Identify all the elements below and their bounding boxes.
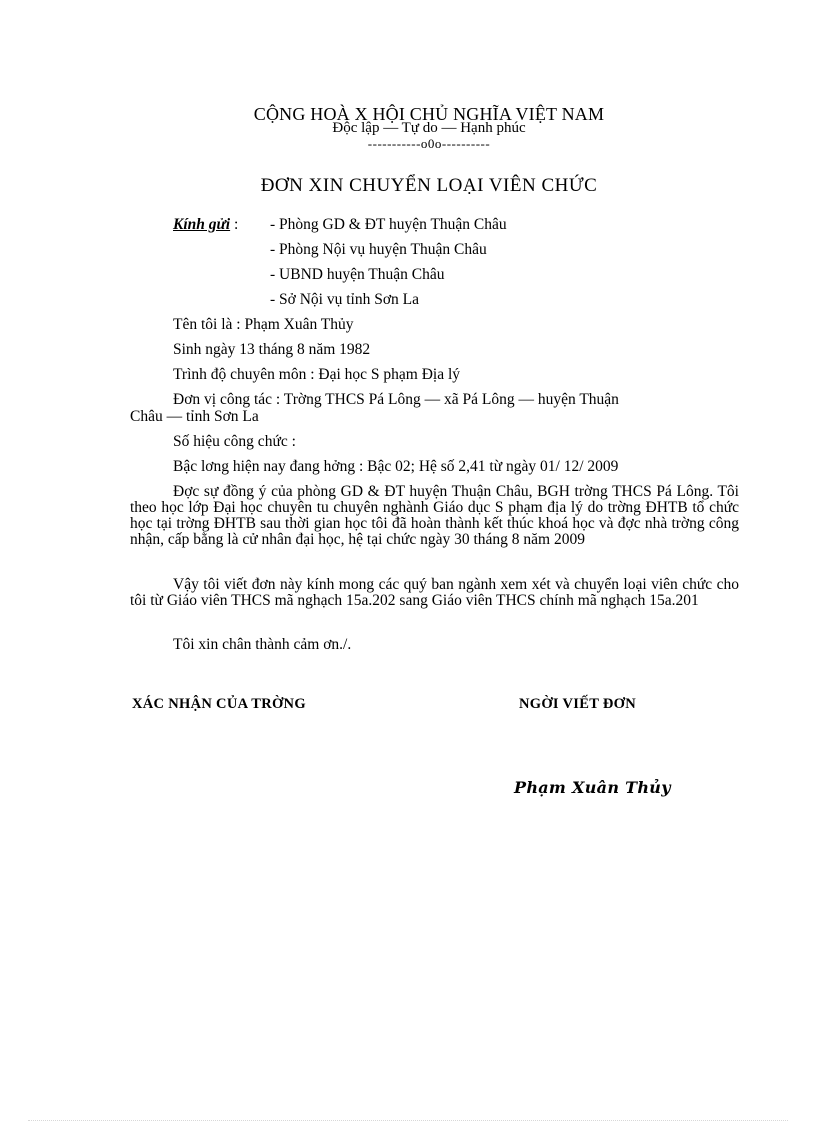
field-civil-id: Số hiệu công chức : <box>173 433 296 450</box>
field-qualification: Trình độ chuyên môn : Đại học S phạm Địa lý <box>173 366 461 383</box>
document-title: ĐƠN XIN CHUYỂN LOẠI VIÊN CHỨC <box>260 175 598 196</box>
national-title: CỘNG HOÀ X HỘI CHỦ NGHĨA VIỆT NAM <box>253 104 605 124</box>
recipient-item: - UBND huyện Thuận Châu <box>270 266 445 283</box>
writer-heading: NGỜI VIẾT ĐƠN <box>519 696 636 712</box>
recipient-item: - Phòng GD & ĐT huyện Thuận Châu <box>270 216 507 233</box>
recipients-heading <box>173 216 238 234</box>
field-name: Tên tôi là : Phạm Xuân Thủy <box>173 316 354 333</box>
writer-signature: Phạm Xuân Thủy <box>514 778 671 797</box>
national-motto: Độc lập — Tự do — Hạnh phúc <box>332 120 526 136</box>
recipients-colon: : <box>230 216 239 233</box>
field-workplace-line1: Đơn vị công tác : Trờng THCS Pá Lông — xã Pá Lông — huyện Thuận <box>173 391 619 408</box>
recipient-item: - Phòng Nội vụ huyện Thuận Châu <box>270 241 487 258</box>
field-workplace-line2: Châu — tỉnh Sơn La <box>130 408 259 425</box>
field-salary: Bậc lơng hiện nay đang hởng : Bậc 02; Hệ số 2,41 từ ngày 01/ 12/ 2009 <box>173 458 619 475</box>
school-confirmation-heading: XÁC NHẬN CỦA TRỜNG <box>132 696 306 712</box>
body-paragraph: Đợc sự đồng ý của phòng GD & ĐT huyện Thuận Châu, BGH trờng THCS Pá Lông. Tôi theo học lớp Đại học chuyên tu chuyên nghành Giáo dục S phạm địa lý do trờng ĐHTB tổ chức học tại trờng ĐHTB sau thời gian học tôi đã hoàn thành kết thúc khoá học và đợc nhà trờng công nhận, cấp bằng là cử nhân đại học, hệ tại chức ngày 30 tháng 8 năm 2009 <box>130 483 739 548</box>
page-bottom-border <box>28 1120 788 1121</box>
body-paragraph: Vậy tôi viết đơn này kính mong các quý ban ngành xem xét và chuyển loại viên chức cho tôi từ Giáo viên THCS mã nghạch 15a.202 sang Giáo viên THCS chính mã nghạch 15a.201 <box>130 576 739 609</box>
header-separator: -----------o0o---------- <box>367 136 491 151</box>
field-birth: Sinh ngày 13 tháng 8 năm 1982 <box>173 341 371 358</box>
recipient-item: - Sở Nội vụ tỉnh Sơn La <box>270 291 420 308</box>
closing-line: Tôi xin chân thành cảm ơn./. <box>173 636 352 653</box>
recipients-label: Kính gửi <box>173 216 231 233</box>
